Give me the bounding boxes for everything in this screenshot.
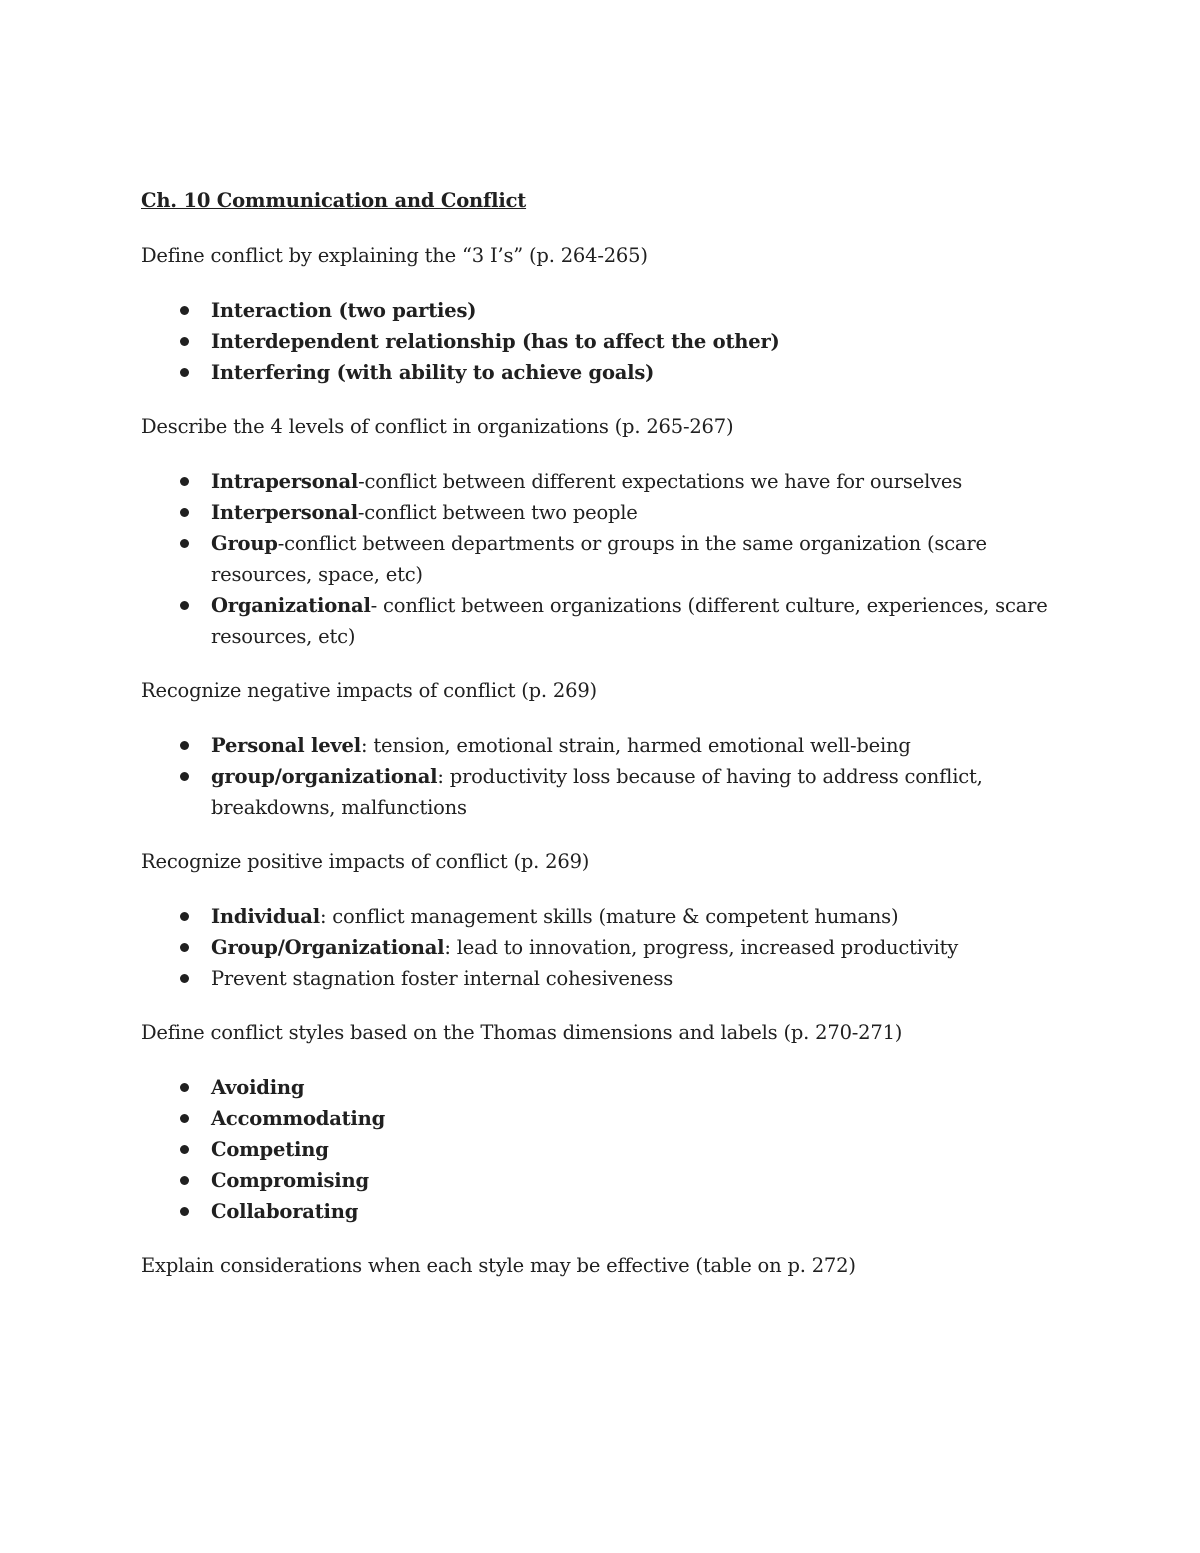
spacer	[141, 442, 1081, 466]
spacer	[141, 823, 1081, 847]
item-description: -conflict between different expectations we have for ourselves	[358, 470, 963, 493]
list-item	[141, 466, 1081, 497]
section-question: Define conflict by explaining the “3 I’s” (p. 264-265)	[141, 244, 648, 267]
spacer	[141, 994, 1081, 1018]
spacer	[141, 388, 1081, 412]
item-term: Collaborating	[211, 1200, 359, 1223]
bullet-icon	[180, 337, 189, 346]
list-item	[141, 901, 1081, 932]
item-description: -conflict between two people	[357, 501, 638, 524]
list-item	[141, 295, 1081, 326]
item-term: Organizational	[211, 594, 371, 617]
bullet-icon	[180, 1176, 189, 1185]
bullet-icon	[180, 306, 189, 315]
bullet-list	[141, 1072, 1081, 1227]
bullet-list	[141, 730, 1081, 823]
spacer	[141, 652, 1081, 676]
item-term: Interdependent relationship (has to affect the other)	[211, 330, 780, 353]
bullet-icon	[180, 912, 189, 921]
item-description: : productivity loss because of having to address conflict, breakdowns, malfunctions	[211, 765, 983, 819]
item-term: Avoiding	[211, 1076, 305, 1099]
item-term: Group	[211, 532, 278, 555]
item-term: Compromising	[211, 1169, 369, 1192]
bullet-icon	[180, 1145, 189, 1154]
item-term: group/organizational	[211, 765, 438, 788]
spacer	[141, 877, 1081, 901]
section-question: Explain considerations when each style may be effective (table on p. 272)	[141, 1254, 856, 1277]
section-question: Define conflict styles based on the Thomas dimensions and labels (p. 270-271)	[141, 1021, 903, 1044]
bullet-icon	[180, 508, 189, 517]
list-item	[141, 761, 1081, 823]
sections-container	[141, 241, 1081, 1281]
list-item	[141, 1134, 1081, 1165]
bullet-icon	[180, 368, 189, 377]
spacer	[141, 1227, 1081, 1251]
bullet-list	[141, 466, 1081, 652]
spacer	[141, 271, 1081, 295]
bullet-icon	[180, 741, 189, 750]
section-question: Recognize positive impacts of conflict (p. 269)	[141, 850, 590, 873]
list-item	[141, 1196, 1081, 1227]
item-description: Prevent stagnation foster internal cohesiveness	[211, 967, 674, 990]
item-term: Accommodating	[211, 1107, 386, 1130]
item-description: : tension, emotional strain, harmed emotional well-being	[360, 734, 911, 757]
bullet-icon	[180, 477, 189, 486]
list-item	[141, 730, 1081, 761]
item-term: Competing	[211, 1138, 329, 1161]
list-item	[141, 1103, 1081, 1134]
list-item	[141, 963, 1081, 994]
bullet-icon	[180, 1083, 189, 1092]
spacer	[141, 706, 1081, 730]
item-description: : conflict management skills (mature & competent humans)	[319, 905, 899, 928]
list-item	[141, 590, 1081, 652]
section-question: Describe the 4 levels of conflict in organizations (p. 265-267)	[141, 415, 734, 438]
spacer	[141, 216, 1081, 241]
list-item	[141, 326, 1081, 357]
bullet-icon	[180, 601, 189, 610]
bullet-icon	[180, 1207, 189, 1216]
bullet-icon	[180, 1114, 189, 1123]
bullet-icon	[180, 539, 189, 548]
list-item	[141, 357, 1081, 388]
spacer	[141, 1048, 1081, 1072]
list-item	[141, 528, 1081, 590]
list-item	[141, 497, 1081, 528]
bullet-icon	[180, 974, 189, 983]
bullet-icon	[180, 943, 189, 952]
item-term: Individual	[211, 905, 320, 928]
document-body	[141, 186, 1081, 1281]
item-term: Personal level	[211, 734, 361, 757]
document-title: Ch. 10 Communication and Conflict	[141, 189, 527, 212]
item-term: Intrapersonal	[211, 470, 359, 493]
item-term: Group/Organizational	[211, 936, 445, 959]
item-description: - conflict between organizations (different culture, experiences, scare resources, etc)	[211, 594, 1048, 648]
item-term: Interpersonal	[211, 501, 358, 524]
list-item	[141, 1072, 1081, 1103]
item-description: : lead to innovation, progress, increased productivity	[444, 936, 959, 959]
item-term: Interfering (with ability to achieve goals)	[211, 361, 655, 384]
item-term: Interaction (two parties)	[211, 299, 477, 322]
bullet-list	[141, 295, 1081, 388]
bullet-icon	[180, 772, 189, 781]
item-description: -conflict between departments or groups in the same organization (scare resources, space, etc)	[211, 532, 987, 586]
section-question: Recognize negative impacts of conflict (p. 269)	[141, 679, 597, 702]
list-item	[141, 1165, 1081, 1196]
list-item	[141, 932, 1081, 963]
bullet-list	[141, 901, 1081, 994]
